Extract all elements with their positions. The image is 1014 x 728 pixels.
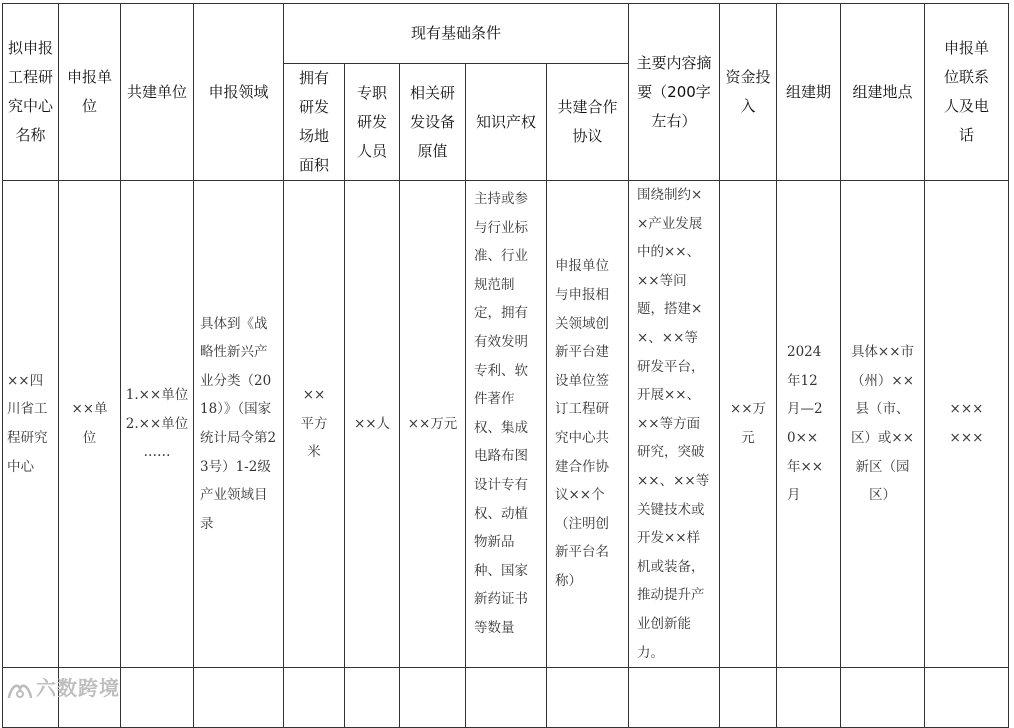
watermark-logo-icon (6, 679, 34, 701)
header-period: 组建期 (777, 4, 841, 181)
empty-cell (841, 668, 925, 728)
header-field: 申报领域 (194, 4, 284, 181)
header-co-builder: 共建单位 (121, 4, 194, 181)
cell-staff: ××人 (345, 181, 400, 668)
cell-location: 具体××市（州）××县（市、区）或××新区（园区） (841, 181, 925, 668)
empty-cell (629, 668, 720, 728)
cell-ip: 主持或参与行业标准、行业规范制定，拥有有效发明专利、软件著作权、集成电路布图设计专有权、动植物新品种、国家新药证书等数量 (466, 181, 547, 668)
watermark (6, 672, 120, 701)
cell-contact: ××× ××× (925, 181, 1009, 668)
cell-content: 围绕制约××产业发展中的××、××等问题，搭建××、××等研发平台，开展××、××等方面研究，突破××、××等关键技术或开发××样机或装备，推动提升产业创新能力。 (629, 181, 720, 668)
header-existing-conditions: 现有基础条件 (284, 4, 629, 64)
header-ip: 知识产权 (466, 64, 547, 181)
empty-cell (194, 668, 284, 728)
empty-cell (720, 668, 777, 728)
empty-cell (121, 668, 194, 728)
empty-cell (284, 668, 345, 728)
header-equipment: 相关研发设备原值 (400, 64, 466, 181)
header-area: 拥有研发场地面积 (284, 64, 345, 181)
empty-cell (777, 668, 841, 728)
cell-area: ××平方米 (284, 181, 345, 668)
header-funding: 资金投入 (720, 4, 777, 181)
header-contact: 申报单位联系人及电话 (925, 4, 1009, 181)
cell-applicant: ××单位 (59, 181, 121, 668)
co-builder-item: 1.××单位 (125, 387, 189, 404)
header-content: 主要内容摘要（200字左右） (629, 4, 720, 181)
cell-co-builder (121, 181, 194, 668)
header-center-name: 拟申报工程研究中心名称 (3, 4, 59, 181)
empty-cell (547, 668, 629, 728)
header-applicant: 申报单位 (59, 4, 121, 181)
watermark-text: 六数跨境 (36, 676, 120, 700)
cell-center-name: ××四川省工程研究中心 (3, 181, 59, 668)
cell-field: 具体到《战略性新兴产业分类（2018）》（国家统计局令第23号）1-2级产业领域目录 (194, 181, 284, 668)
header-staff: 专职研发人员 (345, 64, 400, 181)
empty-cell (466, 668, 547, 728)
co-builder-item: …… (143, 444, 171, 461)
cell-period: 2024年12月—20××年××月 (777, 181, 841, 668)
header-location: 组建地点 (841, 4, 925, 181)
cell-agreement: 申报单位与申报相关领域创新平台建设单位签订工程研究中心共建合作协议××个（注明创新平台名称） (547, 181, 629, 668)
empty-cell (925, 668, 1009, 728)
header-agreement: 共建合作协议 (547, 64, 629, 181)
cell-equipment: ××万元 (400, 181, 466, 668)
cell-funding: ××万元 (720, 181, 777, 668)
project-table (2, 3, 1009, 728)
empty-cell (345, 668, 400, 728)
co-builder-item: 2.××单位 (125, 415, 189, 432)
empty-cell (400, 668, 466, 728)
